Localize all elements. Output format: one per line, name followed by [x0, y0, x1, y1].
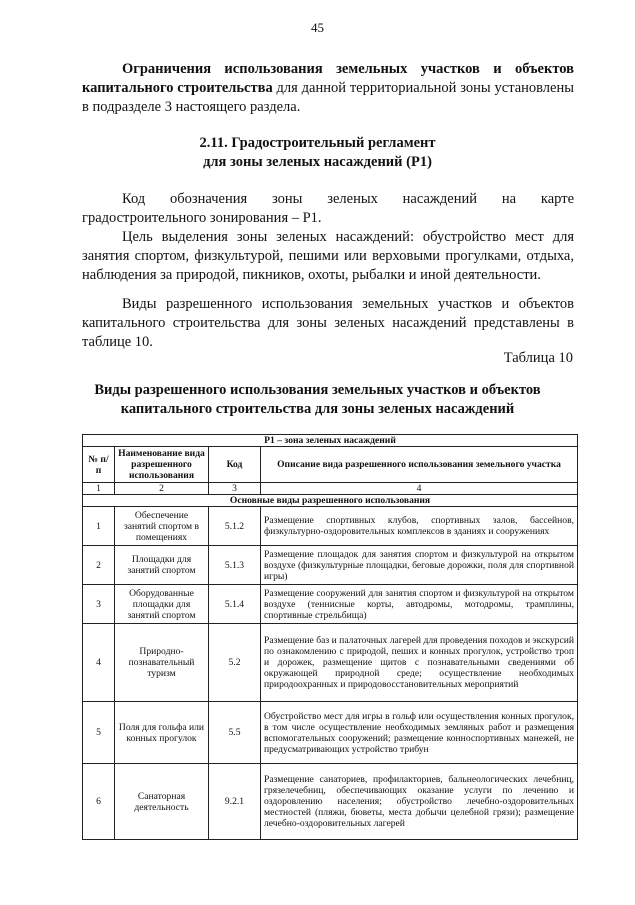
row-num: 6: [83, 764, 115, 840]
table-row: [83, 702, 578, 764]
header-desc: Описание вида разрешенного использования земельного участка: [261, 447, 578, 483]
table-row: [83, 546, 578, 585]
section-title-line1: 2.11. Градостроительный регламент: [199, 135, 436, 151]
row-num: 2: [83, 546, 115, 585]
row-name: Площадки для занятий спортом: [115, 546, 209, 585]
row-code: 9.2.1: [209, 764, 261, 840]
table-row: [83, 507, 578, 546]
table-row: [83, 624, 578, 702]
row-name: Природно-познавательный туризм: [115, 624, 209, 702]
row-desc: Размещение спортивных клубов, спортивных залов, бассейнов, физкультурно-оздоровительных комплексов в зданиях и сооружениях: [261, 507, 578, 546]
row-desc: Размещение баз и палаточных лагерей для проведения походов и экскурсий по ознакомлению с природой, пеших и конных прогулок, устройство троп и дорожек, размещение щитов с познавательными сведениями об окружающей природной среде; осуществление необходимых природоохранных и природовосстановительных мероприятий: [261, 624, 578, 702]
header-num: № п/п: [83, 447, 115, 483]
col-number: 1: [83, 483, 115, 495]
row-desc: Обустройство мест для игры в гольф или осуществления конных прогулок, в том числе осуществление необходимых земляных работ и размещения вспомогательных сооружений; размещение конноспортивных манежей, не предусматривающих устройство трибун: [261, 702, 578, 764]
group-header: Основные виды разрешенного использования: [83, 495, 578, 507]
paragraph-code: Код обозначения зоны зеленых насаждений на карте градостроительного зонирования – Р1.: [82, 191, 574, 226]
row-desc: Размещение площадок для занятия спортом и физкультурой на открытом воздухе (физкультурные площадки, беговые дорожки, поля для спортивной игры): [261, 546, 578, 585]
header-code: Код: [209, 447, 261, 483]
col-number: 4: [261, 483, 578, 495]
intro-rest: для данной территориальной зоны установлены в подразделе 3 настоящего раздела.: [82, 80, 574, 115]
row-code: 5.1.2: [209, 507, 261, 546]
row-code: 5.1.4: [209, 585, 261, 624]
intro-bold: Ограничения использования земельных участков и объектов капитального строительства: [82, 61, 574, 96]
row-name: Санаторная деятельность: [115, 764, 209, 840]
zone-header: Р1 – зона зеленых насаждений: [83, 435, 578, 447]
row-num: 4: [83, 624, 115, 702]
row-name: Поля для гольфа или конных прогулок: [115, 702, 209, 764]
row-desc: Размещение санаториев, профилакториев, бальнеологических лечебниц, грязелечебниц, обеспечивающих оказание услуги по лечению и оздоровлению населения; обустройство лечебно-оздоровительных местностей (пляжи, бюветы, места добычи целебной грязи); размещение лечебно-оздоровительных лагерей: [261, 764, 578, 840]
row-name: Обеспечение занятий спортом в помещениях: [115, 507, 209, 546]
table-title-line2: капитального строительства для зоны зеленых насаждений: [120, 401, 515, 417]
table-row: [83, 585, 578, 624]
row-code: 5.5: [209, 702, 261, 764]
row-desc: Размещение сооружений для занятия спортом и физкультурой на открытом воздухе (теннисные корты, автодромы, мотодромы, трамплины, спортивные стрельбища): [261, 585, 578, 624]
paragraph-purpose: Цель выделения зоны зеленых насаждений: обустройство мест для занятия спортом, физкультурой, пешими или верховыми прогулками, отдыха, наблюдения за природой, пикников, охоты, рыбалки и иной деятельности.: [82, 229, 574, 283]
table-title-line1: Виды разрешенного использования земельных участков и объектов: [94, 382, 541, 398]
row-name: Оборудованные площадки для занятий спортом: [115, 585, 209, 624]
row-num: 5: [83, 702, 115, 764]
page-number: 45: [311, 20, 324, 35]
row-num: 1: [83, 507, 115, 546]
col-number: 2: [115, 483, 209, 495]
col-number: 3: [209, 483, 261, 495]
header-name: Наименование вида разрешенного использования: [115, 447, 209, 483]
table-row: [83, 764, 578, 840]
intro-paragraph: [82, 60, 574, 117]
paragraph-types: Виды разрешенного использования земельных участков и объектов капитального строительства для зоны зеленых насаждений представлены в таблице 10.: [82, 296, 574, 350]
table-label: Таблица 10: [503, 350, 573, 366]
row-num: 3: [83, 585, 115, 624]
section-title-line2: для зоны зеленых насаждений (Р1): [203, 154, 432, 170]
regulation-table: [82, 434, 578, 840]
row-code: 5.2: [209, 624, 261, 702]
row-code: 5.1.3: [209, 546, 261, 585]
